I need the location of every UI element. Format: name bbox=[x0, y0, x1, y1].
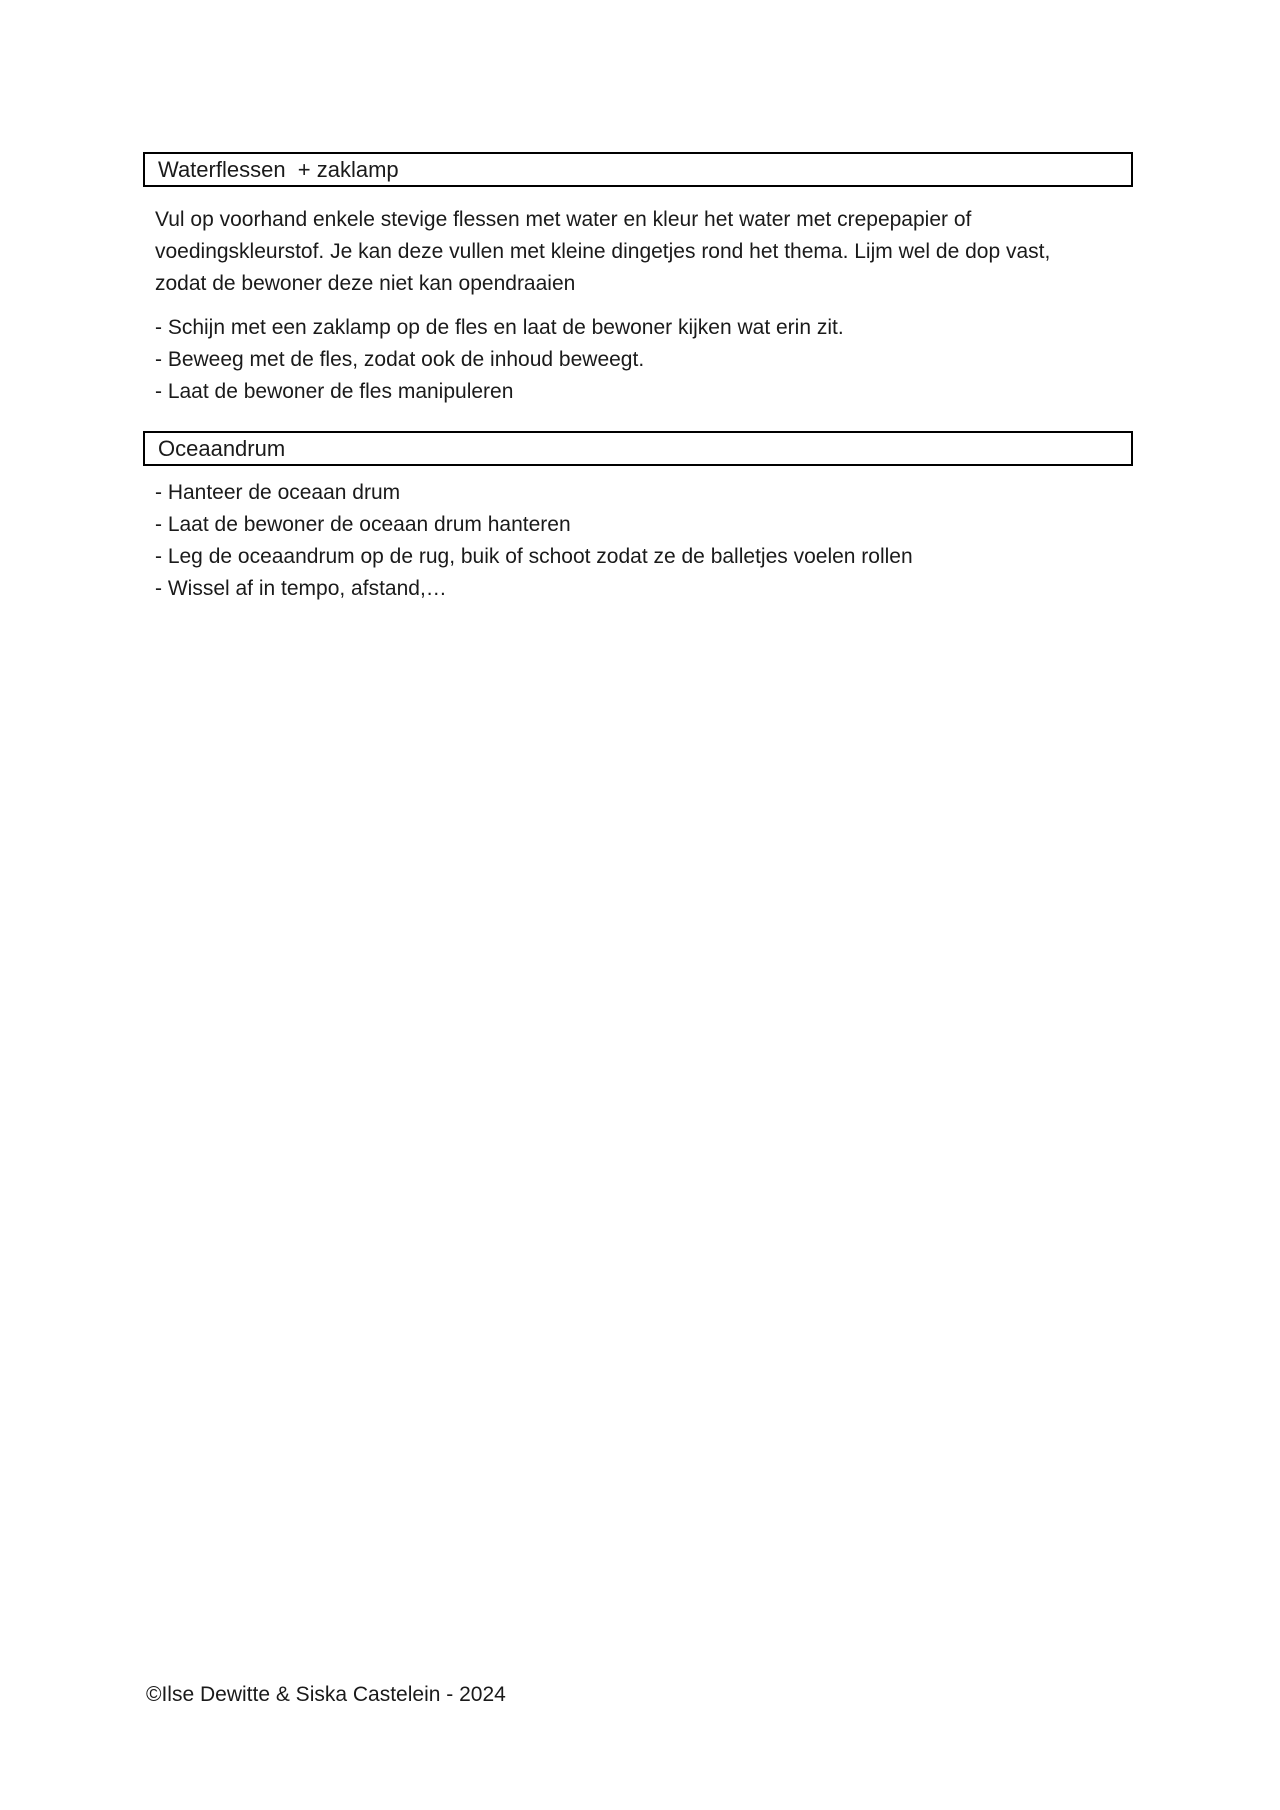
section-heading-box-oceaandrum bbox=[143, 431, 1133, 466]
section-heading-box-waterflessen bbox=[143, 152, 1133, 187]
bullet-item: - Laat de bewoner de oceaan drum hanteren bbox=[155, 513, 571, 536]
bullet-item: - Wissel af in tempo, afstand,… bbox=[155, 577, 447, 600]
bullet-item: - Leg de oceaandrum op de rug, buik of schoot zodat ze de balletjes voelen rollen bbox=[155, 545, 913, 568]
footer-copyright: ©Ilse Dewitte & Siska Castelein - 2024 bbox=[146, 1683, 506, 1706]
bullet-item: - Beweeg met de fles, zodat ook de inhoud beweegt. bbox=[155, 348, 645, 371]
bullet-item: - Hanteer de oceaan drum bbox=[155, 481, 401, 504]
paragraph-waterflessen bbox=[155, 204, 1165, 300]
bullet-item: - Schijn met een zaklamp op de fles en laat de bewoner kijken wat erin zit. bbox=[155, 316, 844, 339]
paragraph-line: zodat de bewoner deze niet kan opendraaien bbox=[155, 272, 576, 295]
paragraph-line: voedingskleurstof. Je kan deze vullen met kleine dingetjes rond het thema. Lijm wel de dop vast, bbox=[155, 240, 1051, 263]
section-heading-waterflessen: Waterflessen + zaklamp bbox=[158, 156, 399, 182]
paragraph-line: Vul op voorhand enkele stevige flessen met water en kleur het water met crepepapier of bbox=[155, 208, 972, 231]
bullet-list-waterflessen bbox=[155, 312, 1165, 408]
bullet-list-oceaandrum bbox=[155, 477, 1165, 605]
section-heading-oceaandrum: Oceaandrum bbox=[158, 435, 286, 461]
bullet-item: - Laat de bewoner de fles manipuleren bbox=[155, 380, 514, 403]
